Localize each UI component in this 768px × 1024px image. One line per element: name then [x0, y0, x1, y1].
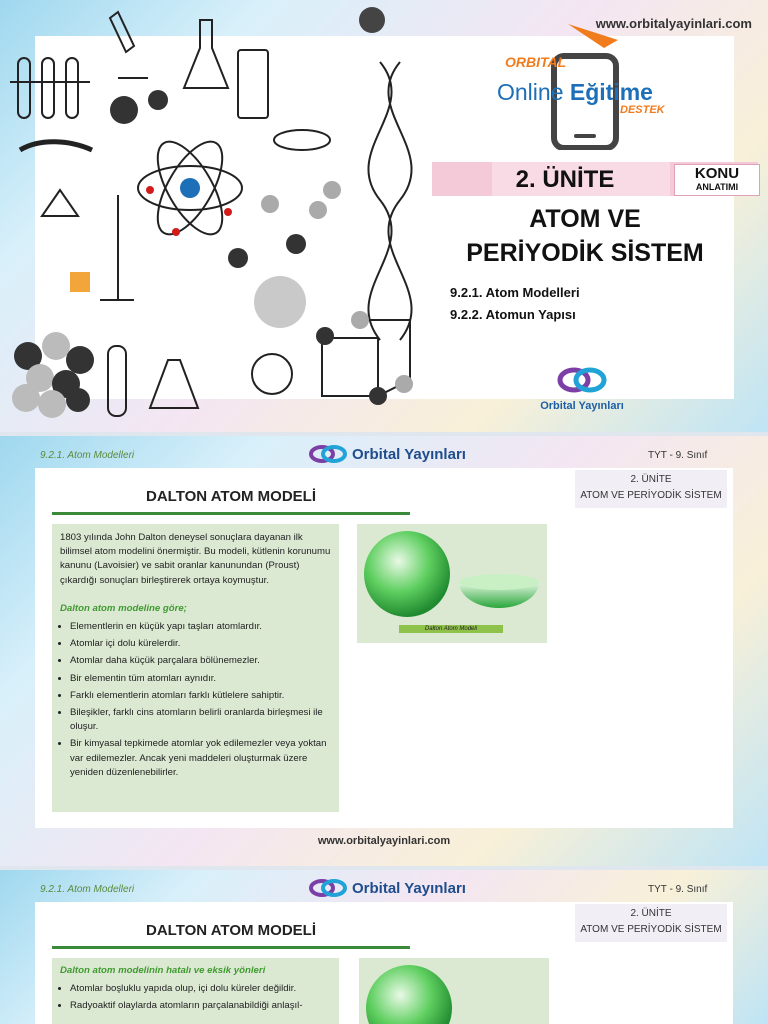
- intro-paragraph: 1803 yılında John Dalton deneysel sonuçlara dayanan ilk bilimsel atom modelini önermiştir. Bu modeli, kütlenin korunumu kanunu (Lavoisier) ve sabit oranlar kanunundan (Proust) çıkardığı sonuçları birleştirerek ortaya koymuştur.: [60, 532, 331, 586]
- main-title-line1: ATOM VE: [529, 205, 641, 233]
- list-item: • Radyoaktif olaylarda atomların parçalanabildiği anlaşıl-: [70, 999, 331, 1013]
- header-logo: [308, 878, 466, 898]
- list-item: • Atomlar boşluklu yapıda olup, içi dolu küreler değildir.: [70, 982, 331, 996]
- konu-label: KONU: [694, 165, 740, 182]
- main-title-line2: PERİYODİK SİSTEM: [466, 239, 704, 267]
- website-url-footer[interactable]: www.orbitalyayinlari.com: [317, 835, 451, 847]
- title-underline: [52, 946, 410, 949]
- header-topic: 9.2.1. Atom Modelleri: [40, 884, 135, 895]
- publisher-logo: [540, 367, 624, 412]
- subtopic-item[interactable]: 9.2.2. Atomun Yapısı: [450, 307, 576, 322]
- content-box: [52, 524, 339, 812]
- unit-title: 2. ÜNİTE: [515, 166, 615, 193]
- header-topic: 9.2.1. Atom Modelleri: [40, 450, 135, 461]
- content-box: [52, 958, 339, 1024]
- title-underline: [52, 512, 410, 515]
- main-title: [440, 202, 730, 270]
- header-logo-text: Orbital Yayınları: [352, 879, 466, 897]
- logo-orbital-text: ORBITAL: [505, 54, 567, 70]
- list-item: • Farklı elementlerin atomları farklı kütlelere sahiptir.: [70, 689, 331, 703]
- header-logo-text: Orbital Yayınları: [352, 445, 466, 463]
- dalton-errors-slide: [0, 870, 768, 1024]
- title-slide: [0, 0, 768, 432]
- dalton-sphere-illustration: [359, 958, 549, 1024]
- header-grade: TYT - 9. Sınıf: [648, 450, 708, 461]
- dalton-sphere-illustration: [357, 524, 547, 624]
- orbital-logo-icon: [308, 878, 348, 898]
- unit-tag-line2: ATOM VE PERİYODİK SİSTEM: [580, 924, 722, 935]
- section-title: DALTON ATOM MODELİ: [146, 488, 316, 505]
- bullet-list: [52, 620, 339, 780]
- unit-tag-line1: 2. ÜNİTE: [630, 474, 672, 485]
- list-heading: Dalton atom modeline göre;: [60, 602, 187, 614]
- logo-destek-text: DESTEK: [620, 104, 665, 116]
- subtopic-item[interactable]: 9.2.1. Atom Modelleri: [450, 285, 580, 300]
- unit-tag: [575, 470, 727, 508]
- anlatimi-label: ANLATIMI: [695, 182, 739, 192]
- header-grade: TYT - 9. Sınıf: [648, 884, 708, 895]
- list-item: • Elementlerin en küçük yapı taşları atomlardır.: [70, 620, 331, 634]
- subtopic-list: [450, 282, 580, 326]
- logo-online-word: Online: [497, 79, 564, 105]
- list-item: • Bileşikler, farklı cins atomların belirli oranlarda birleşmesi ile oluşur.: [70, 706, 331, 734]
- logo-egitime-word: Eğitime: [569, 79, 653, 105]
- list-item: • Atomlar daha küçük parçalara bölünemezler.: [70, 654, 331, 668]
- list-heading: Dalton atom modelinin hatalı ve eksik yönleri: [60, 965, 266, 976]
- orbital-logo-icon: [556, 367, 608, 393]
- dalton-model-figure: [359, 958, 549, 1024]
- unit-tag-line1: 2. ÜNİTE: [630, 908, 672, 919]
- unit-tag: [575, 904, 727, 942]
- unit-tag-line2: ATOM VE PERİYODİK SİSTEM: [580, 490, 722, 501]
- list-item: • Bir kimyasal tepkimede atomlar yok edilemezler veya yoktan var edilemezler. Ancak yeni maddeleri oluşturmak üzere yeniden düzenlenebilirler.: [70, 737, 331, 780]
- figure-caption: Dalton Atom Modeli: [399, 625, 503, 633]
- website-url[interactable]: www.orbitalyayinlari.com: [595, 16, 752, 31]
- dalton-slide: [0, 436, 768, 866]
- list-item: • Atomlar içi dolu kürelerdir.: [70, 637, 331, 651]
- bullet-list: [52, 982, 339, 1013]
- orbital-logo-icon: [308, 444, 348, 464]
- science-doodles-illustration: [0, 0, 440, 432]
- dalton-model-figure: [357, 524, 547, 643]
- list-item: • Bir elementin tüm atomları aynıdır.: [70, 672, 331, 686]
- konu-anlatimi-badge: [674, 164, 760, 196]
- section-title: DALTON ATOM MODELİ: [146, 922, 316, 939]
- logo-online-egitime: [497, 79, 653, 106]
- header-logo: [308, 444, 466, 464]
- publisher-name: Orbital Yayınları: [540, 400, 624, 412]
